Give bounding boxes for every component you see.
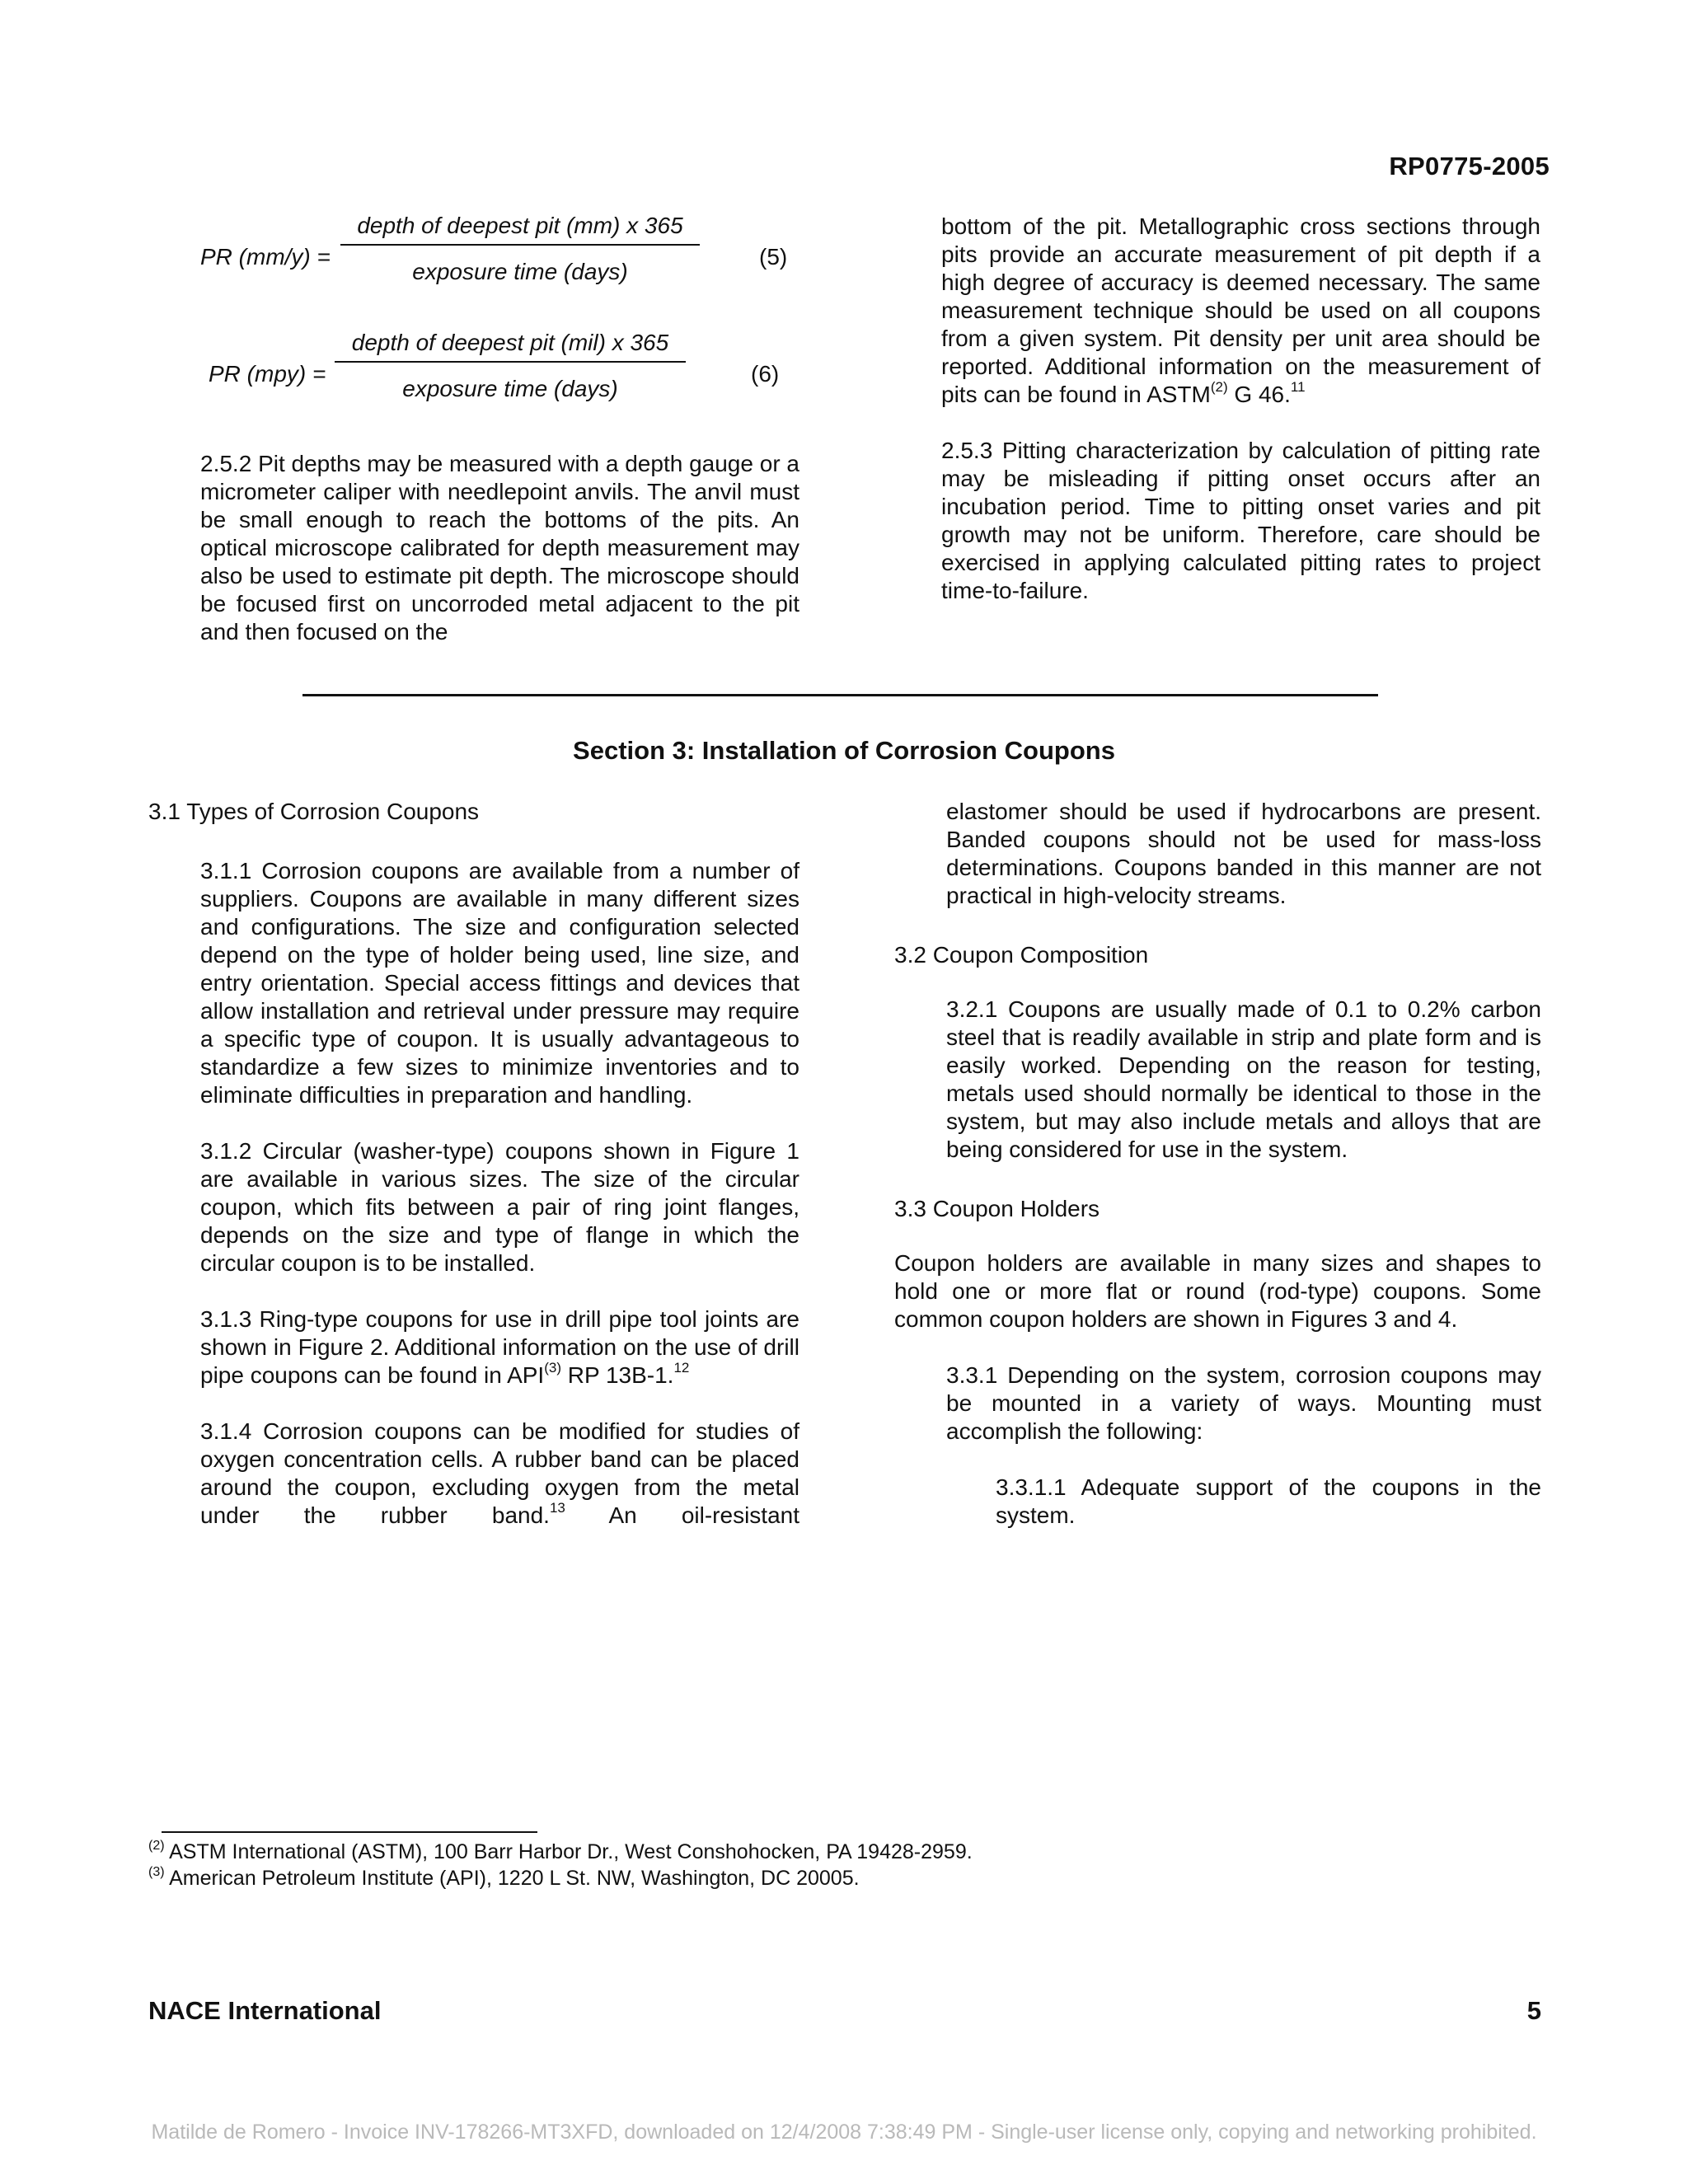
reference-number: 13 xyxy=(549,1500,565,1516)
paragraph-pit-measurement-continued xyxy=(941,213,1540,409)
paragraph-text: bottom of the pit. Metallographic cross sections through pits provide an accurate measurement of pit depth if a high degree of accuracy is deemed necessary. The same measurement technique should be used on all coupons from a given system. Pit density per unit area should be reported. Additional information on the measurement of pits can be found in xyxy=(941,213,1540,407)
equation-6 xyxy=(200,330,799,429)
paragraph-text: 3.1.3 Ring-type coupons for use in drill pipe tool joints are shown in Figure 2. Additional information on the use of drill pipe coupons can be found in API xyxy=(200,1306,799,1388)
equation-numerator: depth of deepest pit (mil) x 365 xyxy=(335,330,686,363)
bottom-left-column xyxy=(148,798,799,1530)
footnote-mark: (2) xyxy=(148,1839,165,1853)
paragraph-3-1-3 xyxy=(148,1305,799,1390)
paragraph-3-2-1: 3.2.1 Coupons are usually made of 0.1 to 0.2% carbon steel that is readily available in strip and plate form and is easily worked. Depending on the reason for testing, metals used should normally be identical to those in the system, but may also include metals and alloys that are being considered for use in the system. xyxy=(946,996,1541,1162)
paragraph-text: RP 13B-1. xyxy=(561,1362,674,1388)
footnote-text: American Petroleum Institute (API), 1220 L St. NW, Washington, DC 20005. xyxy=(164,1867,860,1890)
footnote-3 xyxy=(148,1866,860,1891)
equation-denominator: exposure time (days) xyxy=(402,376,618,401)
footnote-mark: (3) xyxy=(148,1865,165,1879)
equation-number: (6) xyxy=(751,361,780,387)
equation-lhs: PR (mpy) = xyxy=(209,361,326,387)
footnote-text: ASTM International (ASTM), 100 Barr Harbor Dr., West Conshohocken, PA 19428-2959. xyxy=(164,1840,973,1863)
footnote-mark: (2) xyxy=(1210,379,1228,395)
heading-3-3: 3.3 Coupon Holders xyxy=(894,1196,1100,1221)
paragraph-3-1-4-continued: elastomer should be used if hydrocarbons are present. Banded coupons should not be used for mass-loss determinations. Coupons banded in this manner are not practical in high-velocity streams. xyxy=(946,799,1541,908)
paragraph-3-3: Coupon holders are available in many sizes and shapes to hold one or more flat or round (rod-type) coupons. Some common coupon holders are shown in Figures 3 and 4. xyxy=(894,1250,1541,1332)
paragraph-3-3-1-1: 3.3.1.1 Adequate support of the coupons in the system. xyxy=(996,1474,1541,1528)
bottom-right-column xyxy=(894,798,1541,1530)
equation-lhs: PR (mm/y) = xyxy=(200,244,331,269)
top-left-column xyxy=(200,213,799,646)
paragraph-text: An oil-resistant xyxy=(565,1502,800,1528)
astm-text: ASTM xyxy=(1146,382,1211,407)
footnote-2 xyxy=(148,1840,973,1864)
equation-fraction xyxy=(335,330,686,402)
astm-standard: G 46. xyxy=(1227,382,1291,407)
equation-5 xyxy=(200,213,799,312)
astm-reference xyxy=(1146,379,1306,407)
document-id: RP0775-2005 xyxy=(1389,152,1550,180)
equation-denominator: exposure time (days) xyxy=(412,259,628,284)
footnote-divider xyxy=(162,1831,537,1833)
section-divider xyxy=(302,694,1378,696)
equation-numerator: depth of deepest pit (mm) x 365 xyxy=(340,213,700,246)
page-number: 5 xyxy=(1526,1996,1541,2025)
license-watermark: Matilde de Romero - Invoice INV-178266-MT3XFD, downloaded on 12/4/2008 7:38:49 PM - Single-user license only, copying and networking prohibited. xyxy=(151,2121,1537,2144)
heading-3-1: 3.1 Types of Corrosion Coupons xyxy=(148,799,480,824)
paragraph-3-1-4 xyxy=(148,1418,799,1530)
section-title: Section 3: Installation of Corrosion Coupons xyxy=(573,736,1115,765)
paragraph-3-3-1: 3.3.1 Depending on the system, corrosion coupons may be mounted in a variety of ways. Mounting must accomplish the following: xyxy=(946,1362,1541,1444)
footer-organization: NACE International xyxy=(148,1996,382,2025)
heading-3-2: 3.2 Coupon Composition xyxy=(894,942,1149,968)
paragraph-2-5-3: 2.5.3 Pitting characterization by calculation of pitting rate may be misleading if pitting onset occurs after an incubation period. Time to pitting onset varies and pit growth may not be uniform. Therefore, care should be exercised in applying calculated pitting rates to project time-to-failure. xyxy=(941,438,1540,603)
top-right-column xyxy=(941,213,1540,605)
reference-number: 11 xyxy=(1290,379,1306,395)
paragraph-3-1-2: 3.1.2 Circular (washer-type) coupons shown in Figure 1 are available in various sizes. The size of the circular coupon, which fits between a pair of ring joint flanges, depends on the size and type of flange in which the circular coupon is to be installed. xyxy=(200,1138,799,1276)
footnote-mark: (3) xyxy=(544,1360,561,1376)
paragraph-3-1-1: 3.1.1 Corrosion coupons are available from a number of suppliers. Coupons are available in many different sizes and configurations. The size and configuration selected depend on the type of holder being used, line size, and entry orientation. Special access fittings and devices that allow installation and retrieval under pressure may require a specific type of coupon. It is usually advantageous to standardize a few sizes to minimize inventories and to eliminate difficulties in preparation and handling. xyxy=(200,858,799,1108)
equation-fraction xyxy=(340,213,700,285)
paragraph-2-5-2: 2.5.2 Pit depths may be measured with a depth gauge or a micrometer caliper with needlepoint anvils. The anvil must be small enough to reach the bottoms of the pits. An optical microscope calibrated for depth measurement may also be used to estimate pit depth. The microscope should be focused first on uncorroded metal adjacent to the pit and then focused on the xyxy=(200,451,799,644)
reference-number: 12 xyxy=(673,1360,690,1376)
equation-number: (5) xyxy=(759,244,788,269)
paragraph-text: 3.1.4 Corrosion coupons can be modified for studies of oxygen concentration cells. A rubber band can be placed around the coupon, excluding oxygen from the metal under the rubber band. xyxy=(200,1418,799,1528)
